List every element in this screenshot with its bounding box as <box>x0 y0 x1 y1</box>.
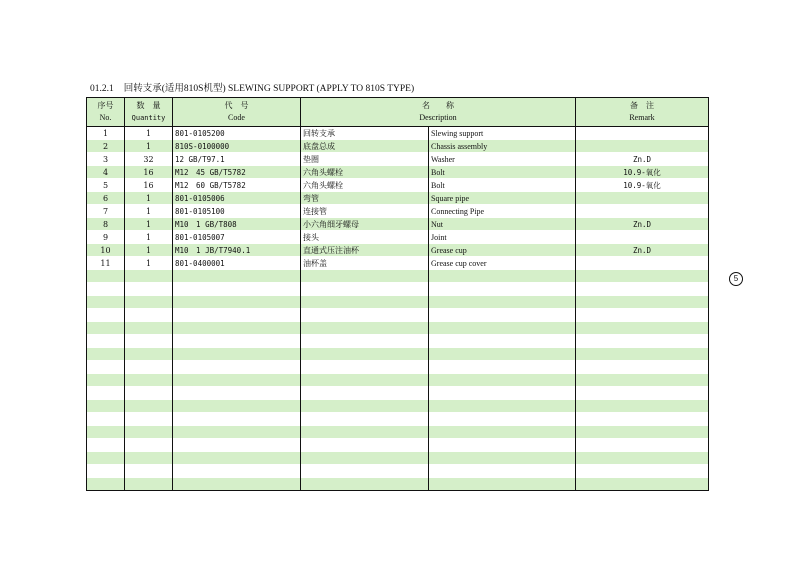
cell-name-cn <box>301 322 429 335</box>
cell-no <box>87 296 125 309</box>
table-row-empty <box>87 400 709 413</box>
cell-name-en <box>429 465 576 478</box>
cell-code: 801-0105200 <box>173 127 301 140</box>
cell-qty: 16 <box>125 166 173 179</box>
cell-name-en: Square pipe <box>429 192 576 205</box>
cell-qty <box>125 387 173 400</box>
cell-remark: 10.9-氧化 <box>576 166 709 179</box>
cell-qty: 1 <box>125 218 173 231</box>
cell-code: 801-0105100 <box>173 205 301 218</box>
table-row <box>87 205 709 218</box>
cell-code <box>173 309 301 322</box>
cell-name-en: Nut <box>429 218 576 231</box>
cell-name-cn: 弯管 <box>301 192 429 205</box>
cell-remark: 10.9-氧化 <box>576 179 709 192</box>
cell-no <box>87 387 125 400</box>
cell-no <box>87 348 125 361</box>
cell-code: M12 45 GB/T5782 <box>173 166 301 179</box>
cell-remark <box>576 296 709 309</box>
cell-name-en: Washer <box>429 153 576 166</box>
cell-code: 810S-0100000 <box>173 140 301 153</box>
cell-remark <box>576 309 709 322</box>
cell-code <box>173 322 301 335</box>
parts-table-body <box>87 127 709 491</box>
cell-code <box>173 348 301 361</box>
cell-name-cn: 垫圈 <box>301 153 429 166</box>
cell-code <box>173 426 301 439</box>
cell-name-en: Bolt <box>429 166 576 179</box>
cell-code <box>173 270 301 283</box>
header-no: 序号 No. <box>87 98 125 127</box>
cell-name-en <box>429 478 576 491</box>
cell-code <box>173 465 301 478</box>
header-code: 代 号 Code <box>173 98 301 127</box>
cell-qty: 1 <box>125 140 173 153</box>
table-row <box>87 244 709 257</box>
cell-name-cn <box>301 361 429 374</box>
table-row-empty <box>87 413 709 426</box>
table-row <box>87 257 709 270</box>
header-description: 名 称 Description <box>301 98 576 127</box>
cell-no: 5 <box>87 179 125 192</box>
page-marker: 5 <box>729 272 743 286</box>
header-quantity: 数 量 Quantity <box>125 98 173 127</box>
cell-name-cn: 六角头螺栓 <box>301 166 429 179</box>
cell-remark <box>576 387 709 400</box>
cell-name-cn: 连接管 <box>301 205 429 218</box>
table-header-row <box>87 98 709 127</box>
cell-remark <box>576 322 709 335</box>
cell-name-en <box>429 374 576 387</box>
table-row <box>87 166 709 179</box>
cell-no <box>87 426 125 439</box>
table-row <box>87 140 709 153</box>
table-row-empty <box>87 283 709 296</box>
cell-qty <box>125 309 173 322</box>
cell-no <box>87 478 125 491</box>
cell-remark <box>576 478 709 491</box>
cell-name-cn: 回转支承 <box>301 127 429 140</box>
table-row <box>87 218 709 231</box>
cell-no <box>87 335 125 348</box>
cell-remark: Zn.D <box>576 153 709 166</box>
cell-code: 801-0105007 <box>173 231 301 244</box>
table-row-empty <box>87 374 709 387</box>
cell-code: 801-0105006 <box>173 192 301 205</box>
cell-no <box>87 439 125 452</box>
cell-name-cn <box>301 309 429 322</box>
cell-qty <box>125 413 173 426</box>
cell-name-cn: 直通式压注油杯 <box>301 244 429 257</box>
cell-name-en <box>429 309 576 322</box>
cell-no: 10 <box>87 244 125 257</box>
cell-name-en <box>429 270 576 283</box>
cell-name-cn: 小六角细牙螺母 <box>301 218 429 231</box>
cell-name-cn <box>301 296 429 309</box>
cell-no: 9 <box>87 231 125 244</box>
cell-no: 11 <box>87 257 125 270</box>
cell-remark <box>576 140 709 153</box>
cell-name-cn <box>301 348 429 361</box>
cell-no <box>87 452 125 465</box>
cell-name-en: Connecting Pipe <box>429 205 576 218</box>
table-row <box>87 231 709 244</box>
cell-qty <box>125 400 173 413</box>
table-row-empty <box>87 296 709 309</box>
cell-qty: 32 <box>125 153 173 166</box>
cell-name-cn <box>301 283 429 296</box>
cell-code <box>173 283 301 296</box>
table-row-empty <box>87 387 709 400</box>
cell-code <box>173 400 301 413</box>
cell-code <box>173 452 301 465</box>
cell-remark <box>576 426 709 439</box>
cell-no <box>87 270 125 283</box>
cell-name-en <box>429 322 576 335</box>
cell-name-cn: 油杯盖 <box>301 257 429 270</box>
table-row-empty <box>87 270 709 283</box>
section-title-text: 回转支承(适用810S机型) SLEWING SUPPORT (APPLY TO 810S TYPE) <box>123 84 415 94</box>
cell-qty <box>125 439 173 452</box>
cell-name-en: Bolt <box>429 179 576 192</box>
cell-qty <box>125 478 173 491</box>
table-row <box>87 179 709 192</box>
cell-qty <box>125 374 173 387</box>
cell-remark <box>576 270 709 283</box>
cell-qty <box>125 283 173 296</box>
cell-remark <box>576 127 709 140</box>
cell-name-en <box>429 335 576 348</box>
cell-name-cn <box>301 426 429 439</box>
cell-remark <box>576 205 709 218</box>
table-row-empty <box>87 348 709 361</box>
cell-remark <box>576 465 709 478</box>
table-row-empty <box>87 452 709 465</box>
cell-qty <box>125 322 173 335</box>
cell-remark <box>576 257 709 270</box>
cell-remark <box>576 192 709 205</box>
cell-qty <box>125 348 173 361</box>
cell-name-en <box>429 361 576 374</box>
cell-code: M10 1 JB/T7940.1 <box>173 244 301 257</box>
cell-code <box>173 361 301 374</box>
cell-no <box>87 322 125 335</box>
cell-name-cn: 六角头螺栓 <box>301 179 429 192</box>
cell-no: 8 <box>87 218 125 231</box>
cell-name-en <box>429 283 576 296</box>
table-row <box>87 153 709 166</box>
cell-name-cn <box>301 270 429 283</box>
cell-no: 1 <box>87 127 125 140</box>
cell-name-cn <box>301 400 429 413</box>
cell-no <box>87 400 125 413</box>
cell-code <box>173 374 301 387</box>
cell-code <box>173 413 301 426</box>
cell-name-en <box>429 348 576 361</box>
cell-name-en: Grease cup cover <box>429 257 576 270</box>
cell-remark <box>576 374 709 387</box>
table-row-empty <box>87 335 709 348</box>
cell-qty <box>125 335 173 348</box>
cell-name-en <box>429 452 576 465</box>
cell-qty: 1 <box>125 127 173 140</box>
table-row-empty <box>87 322 709 335</box>
cell-no: 3 <box>87 153 125 166</box>
cell-name-cn: 接头 <box>301 231 429 244</box>
cell-remark <box>576 400 709 413</box>
cell-name-cn <box>301 413 429 426</box>
cell-qty: 1 <box>125 244 173 257</box>
header-remark: 备 注 Remark <box>576 98 709 127</box>
cell-no <box>87 283 125 296</box>
cell-no <box>87 361 125 374</box>
cell-name-cn <box>301 335 429 348</box>
cell-qty: 1 <box>125 231 173 244</box>
cell-no <box>87 465 125 478</box>
cell-qty: 1 <box>125 192 173 205</box>
cell-qty <box>125 465 173 478</box>
cell-remark: Zn.D <box>576 244 709 257</box>
cell-no: 4 <box>87 166 125 179</box>
cell-code <box>173 439 301 452</box>
cell-no: 2 <box>87 140 125 153</box>
cell-qty <box>125 452 173 465</box>
table-row-empty <box>87 309 709 322</box>
cell-name-cn: 底盘总成 <box>301 140 429 153</box>
cell-no <box>87 374 125 387</box>
cell-qty: 1 <box>125 205 173 218</box>
cell-code <box>173 335 301 348</box>
cell-remark <box>576 348 709 361</box>
table-row-empty <box>87 426 709 439</box>
cell-name-cn <box>301 465 429 478</box>
cell-no: 6 <box>87 192 125 205</box>
cell-code: M10 1 GB/T808 <box>173 218 301 231</box>
cell-name-cn <box>301 452 429 465</box>
cell-remark <box>576 283 709 296</box>
cell-name-cn <box>301 439 429 452</box>
section-title <box>90 80 414 94</box>
cell-code <box>173 478 301 491</box>
cell-name-en <box>429 296 576 309</box>
cell-remark <box>576 335 709 348</box>
cell-code: 801-0400001 <box>173 257 301 270</box>
parts-table <box>86 97 709 491</box>
cell-no: 7 <box>87 205 125 218</box>
cell-qty: 16 <box>125 179 173 192</box>
table-row-empty <box>87 361 709 374</box>
cell-name-en <box>429 400 576 413</box>
cell-no <box>87 309 125 322</box>
cell-name-en <box>429 413 576 426</box>
cell-qty <box>125 270 173 283</box>
cell-name-en: Grease cup <box>429 244 576 257</box>
cell-name-en <box>429 426 576 439</box>
cell-remark <box>576 452 709 465</box>
cell-qty <box>125 296 173 309</box>
table-row <box>87 192 709 205</box>
cell-code: M12 60 GB/T5782 <box>173 179 301 192</box>
cell-qty <box>125 426 173 439</box>
cell-remark: Zn.D <box>576 218 709 231</box>
table-row-empty <box>87 478 709 491</box>
cell-name-en: Joint <box>429 231 576 244</box>
cell-name-en <box>429 439 576 452</box>
cell-name-cn <box>301 478 429 491</box>
cell-name-cn <box>301 387 429 400</box>
cell-remark <box>576 413 709 426</box>
cell-name-cn <box>301 374 429 387</box>
cell-code: 12 GB/T97.1 <box>173 153 301 166</box>
table-row-empty <box>87 465 709 478</box>
cell-name-en <box>429 387 576 400</box>
table-row-empty <box>87 439 709 452</box>
cell-name-en: Slewing support <box>429 127 576 140</box>
cell-remark <box>576 439 709 452</box>
cell-code <box>173 296 301 309</box>
cell-remark <box>576 231 709 244</box>
cell-no <box>87 413 125 426</box>
section-number: 01.2.1 <box>90 84 114 94</box>
cell-qty: 1 <box>125 257 173 270</box>
cell-code <box>173 387 301 400</box>
cell-name-en: Chassis assembly <box>429 140 576 153</box>
cell-remark <box>576 361 709 374</box>
table-row <box>87 127 709 140</box>
cell-qty <box>125 361 173 374</box>
